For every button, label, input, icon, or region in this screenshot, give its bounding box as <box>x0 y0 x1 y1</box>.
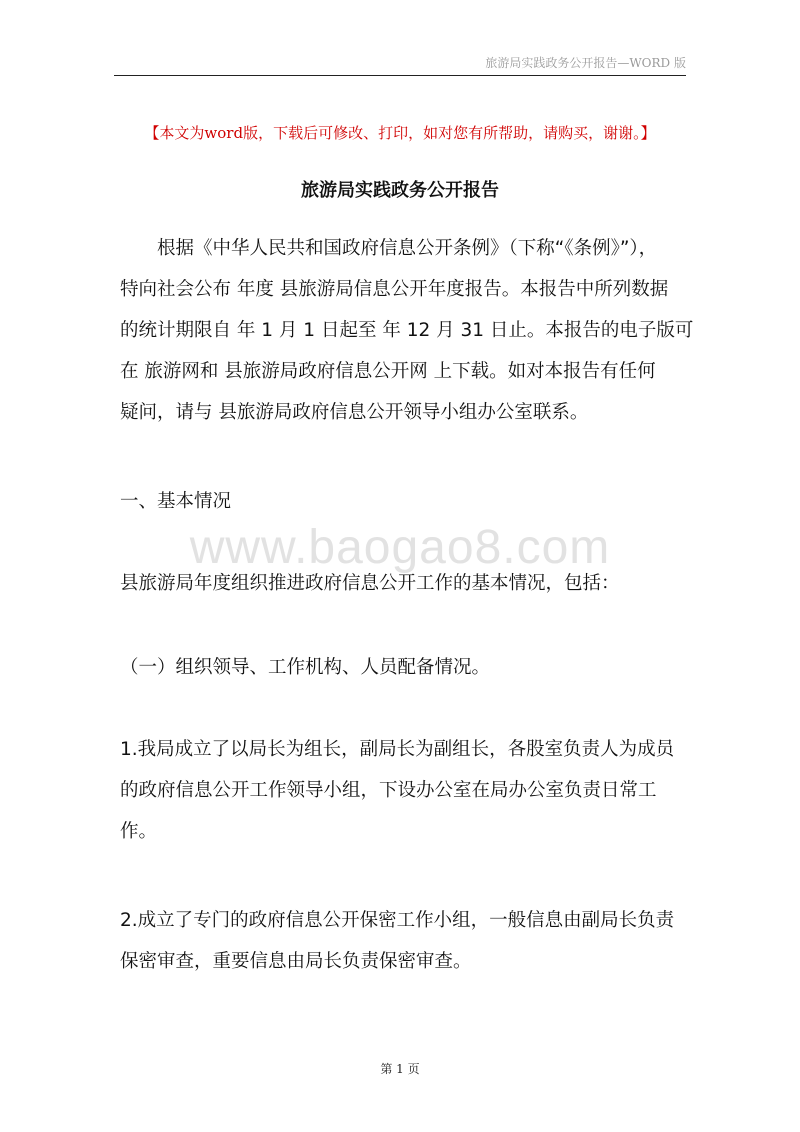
intro-line: 在 旅游网和 县旅游局政府信息公开网 上下载。如对本报告有任何 <box>120 361 656 382</box>
basic-line: 县旅游局年度组织推进政府信息公开工作的基本情况，包括： <box>120 573 620 594</box>
item-2-line: 2.成立了专门的政府信息公开保密工作小组，一般信息由副局长负责 <box>120 910 675 931</box>
intro-line: 根据《中华人民共和国政府信息公开条例》（下称“《条例》”）， <box>120 238 658 259</box>
item-2-paragraph <box>120 900 692 982</box>
document-title: 旅游局实践政务公开报告 <box>301 180 499 201</box>
intro-line: 特向社会公布 年度 县旅游局信息公开年度报告。本报告中所列数据 <box>120 279 669 300</box>
item-1-line: 1.我局成立了以局长为组长，副局长为副组长，各股室负责人为成员 <box>120 739 675 760</box>
item-1-line: 的政府信息公开工作领导小组，下设办公室在局办公室负责日常工 <box>120 780 657 801</box>
intro-line: 的统计期限自 年 1 月 1 日起至 年 12 月 31 日止。本报告的电子版可 <box>120 320 694 341</box>
purchase-notice: 【本文为word版，下载后可修改、打印，如对您有所帮助，请购买，谢谢。】 <box>144 124 656 142</box>
intro-paragraph <box>120 228 692 433</box>
basic-paragraph <box>120 563 692 604</box>
subsection-heading-text: （一）组织领导、工作机构、人员配备情况。 <box>120 657 491 678</box>
watermark: www.baogao8.com <box>189 521 611 574</box>
item-1-line: 作。 <box>120 821 158 842</box>
section-heading-text: 一、基本情况 <box>120 491 232 512</box>
subsection-heading <box>120 647 692 688</box>
item-1-paragraph <box>120 729 692 852</box>
item-2-line: 保密审查，重要信息由局长负责保密审查。 <box>120 951 472 972</box>
section-heading <box>120 481 692 522</box>
running-header: 旅游局实践政务公开报告—WORD 版 <box>485 56 686 70</box>
header-divider <box>114 75 686 76</box>
intro-line: 疑问，请与 县旅游局政府信息公开领导小组办公室联系。 <box>120 402 589 423</box>
page-number: 第 1 页 <box>380 1062 420 1076</box>
